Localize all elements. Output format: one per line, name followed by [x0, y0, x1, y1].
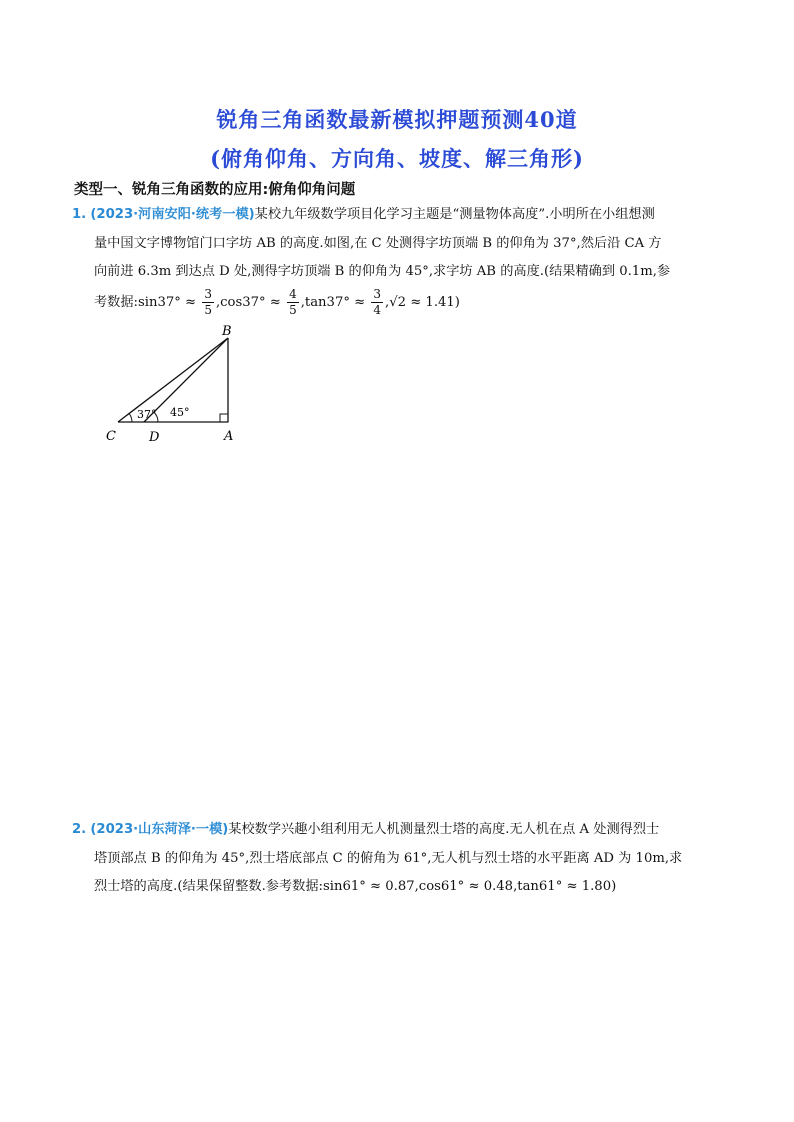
question-1-source: (2023·河南安阳·统考一模)	[90, 207, 255, 222]
question-2	[72, 816, 712, 902]
fraction-denominator: 5	[289, 302, 297, 317]
label-D: D	[149, 430, 160, 445]
reference-tan: ,tan37° ≈	[300, 294, 366, 310]
question-2-text-2: 塔顶部点 B 的仰角为 45°,烈士塔底部点 C 的俯角为 61°,无人机与烈士塔的水平距离 AD 为 10m,求	[94, 850, 683, 866]
fraction-denominator: 5	[204, 302, 212, 317]
question-2-source: (2023·山东菏泽·一模)	[90, 822, 229, 837]
fraction-sin37	[202, 287, 214, 318]
document-title-line-2: (俯角仰角、方向角、坡度、解三角形)	[210, 146, 584, 171]
question-2-text-3: 烈士塔的高度.(结果保留整数.参考数据:sin61° ≈ 0.87,cos61° ≈ 0.48,tan61° ≈ 1.80)	[94, 879, 617, 894]
label-C: C	[106, 429, 116, 444]
angle-arc-37	[129, 414, 132, 423]
fraction-denominator: 4	[373, 302, 382, 317]
question-1-text-2: 量中国文字博物馆门口字坊 AB 的高度.如图,在 C 处测得字坊顶端 B 的仰角为 37°,然后沿 CA 方	[94, 235, 662, 251]
question-1-line-1	[72, 201, 712, 230]
question-2-text-1: 某校数学兴趣小组利用无人机测量烈士塔的高度.无人机在点 A 处测得烈士	[228, 822, 660, 837]
fraction-cos37	[287, 287, 299, 318]
reference-prefix: 考数据:sin37° ≈	[94, 294, 197, 310]
section-heading: 类型一、锐角三角函数的应用:俯角仰角问题	[74, 182, 356, 198]
question-1-reference-data	[72, 287, 712, 318]
fraction-numerator: 4	[289, 286, 297, 301]
triangle-figure	[100, 318, 260, 448]
right-angle-mark	[220, 414, 228, 422]
fraction-tan37	[371, 287, 383, 318]
label-A: A	[224, 429, 234, 444]
question-1	[72, 201, 712, 318]
angle-label-37: 37°	[137, 408, 157, 421]
question-1-text-3: 向前进 6.3m 到达点 D 处,测得字坊顶端 B 的仰角为 45°,求字坊 AB 的高度.(结果精确到 0.1m,参	[94, 264, 671, 279]
label-B: B	[222, 324, 232, 339]
reference-cos: ,cos37° ≈	[215, 294, 281, 310]
question-1-text-1: 某校九年级数学项目化学习主题是“测量物体高度”.小明所在小组想测	[254, 207, 655, 222]
question-2-number: 2.	[72, 822, 87, 837]
fraction-numerator: 3	[204, 286, 212, 301]
question-1-number: 1.	[72, 207, 87, 222]
angle-label-45: 45°	[170, 406, 190, 419]
fraction-numerator: 3	[373, 286, 382, 301]
question-2-line-1	[72, 816, 712, 845]
document-title-line-1: 锐角三角函数最新模拟押题预测40道	[216, 107, 578, 132]
reference-suffix: ,√2 ≈ 1.41)	[385, 294, 460, 310]
